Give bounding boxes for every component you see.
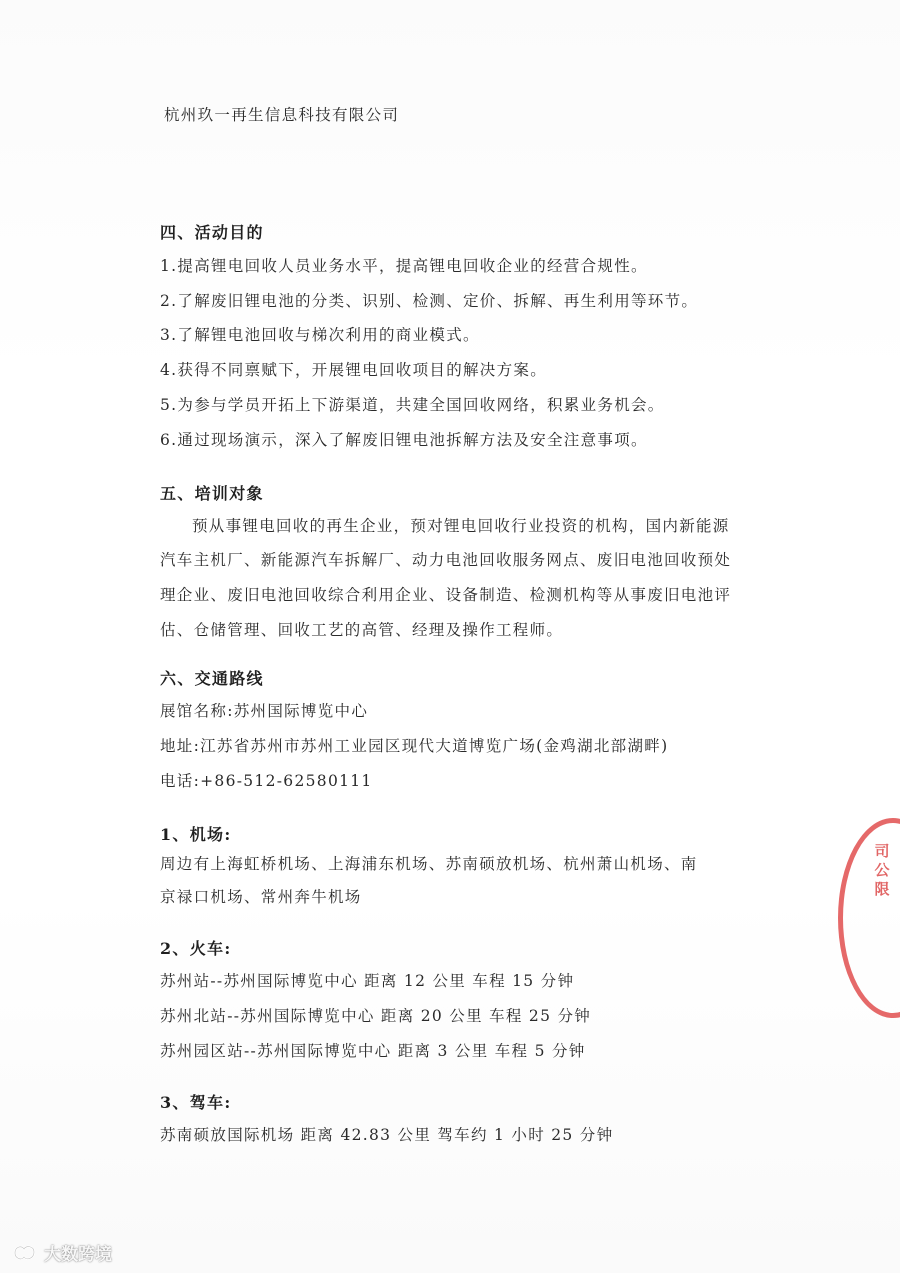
audience-text-line: 汽车主机厂、新能源汽车拆解厂、动力电池回收服务网点、废旧电池回收预处	[160, 551, 732, 569]
goal-item: 2.了解废旧锂电池的分类、识别、检测、定价、拆解、再生利用等环节。	[160, 292, 699, 310]
venue-address: 地址:江苏省苏州市苏州工业园区现代大道博览广场(金鸡湖北部湖畔)	[160, 737, 669, 755]
venue-name: 展馆名称:苏州国际博览中心	[160, 702, 369, 720]
train-line: 苏州北站--苏州国际博览中心 距离 20 公里 车程 25 分钟	[160, 1007, 592, 1025]
train-heading: 2、火车:	[160, 939, 232, 958]
goal-item: 1.提高锂电回收人员业务水平，提高锂电回收企业的经营合规性。	[160, 257, 648, 275]
train-line: 苏州园区站--苏州国际博览中心 距离 3 公里 车程 5 分钟	[160, 1042, 586, 1060]
goal-item: 5.为参与学员开拓上下游渠道，共建全国回收网络，积累业务机会。	[160, 396, 665, 414]
venue-phone: 电话:+86-512-62580111	[160, 772, 373, 790]
goal-item: 4.获得不同禀赋下，开展锂电回收项目的解决方案。	[160, 361, 547, 379]
seal-text	[868, 842, 896, 992]
drive-line: 苏南硕放国际机场 距离 42.83 公里 驾车约 1 小时 25 分钟	[160, 1126, 614, 1144]
section-heading-transport: 六、交通路线	[160, 669, 264, 688]
seal-chars: 司 公 限	[874, 842, 890, 898]
goal-item: 6.通过现场演示，深入了解废旧锂电池拆解方法及安全注意事项。	[160, 431, 648, 449]
audience-text-line: 理企业、废旧电池回收综合利用企业、设备制造、检测机构等从事废旧电池评	[160, 586, 732, 604]
section-heading-goals: 四、活动目的	[160, 223, 264, 242]
airport-line: 京禄口机场、常州奔牛机场	[160, 888, 362, 906]
goal-item: 3.了解锂电池回收与梯次利用的商业模式。	[160, 326, 480, 344]
drive-heading: 3、驾车:	[160, 1093, 232, 1112]
airport-line: 周边有上海虹桥机场、上海浦东机场、苏南硕放机场、杭州萧山机场、南	[160, 855, 698, 873]
audience-text-line: 预从事锂电回收的再生企业，预对锂电回收行业投资的机构，国内新能源	[192, 517, 730, 535]
section-heading-audience: 五、培训对象	[160, 484, 264, 503]
watermark-text: 大数跨境	[44, 1245, 112, 1265]
airport-heading: 1、机场:	[160, 825, 232, 844]
audience-text-line: 估、仓储管理、回收工艺的高管、经理及操作工程师。	[160, 621, 564, 639]
watermark-logo-icon	[12, 1242, 38, 1264]
company-name: 杭州玖一再生信息科技有限公司	[164, 106, 400, 124]
watermark	[12, 1240, 112, 1265]
train-line: 苏州站--苏州国际博览中心 距离 12 公里 车程 15 分钟	[160, 972, 575, 990]
